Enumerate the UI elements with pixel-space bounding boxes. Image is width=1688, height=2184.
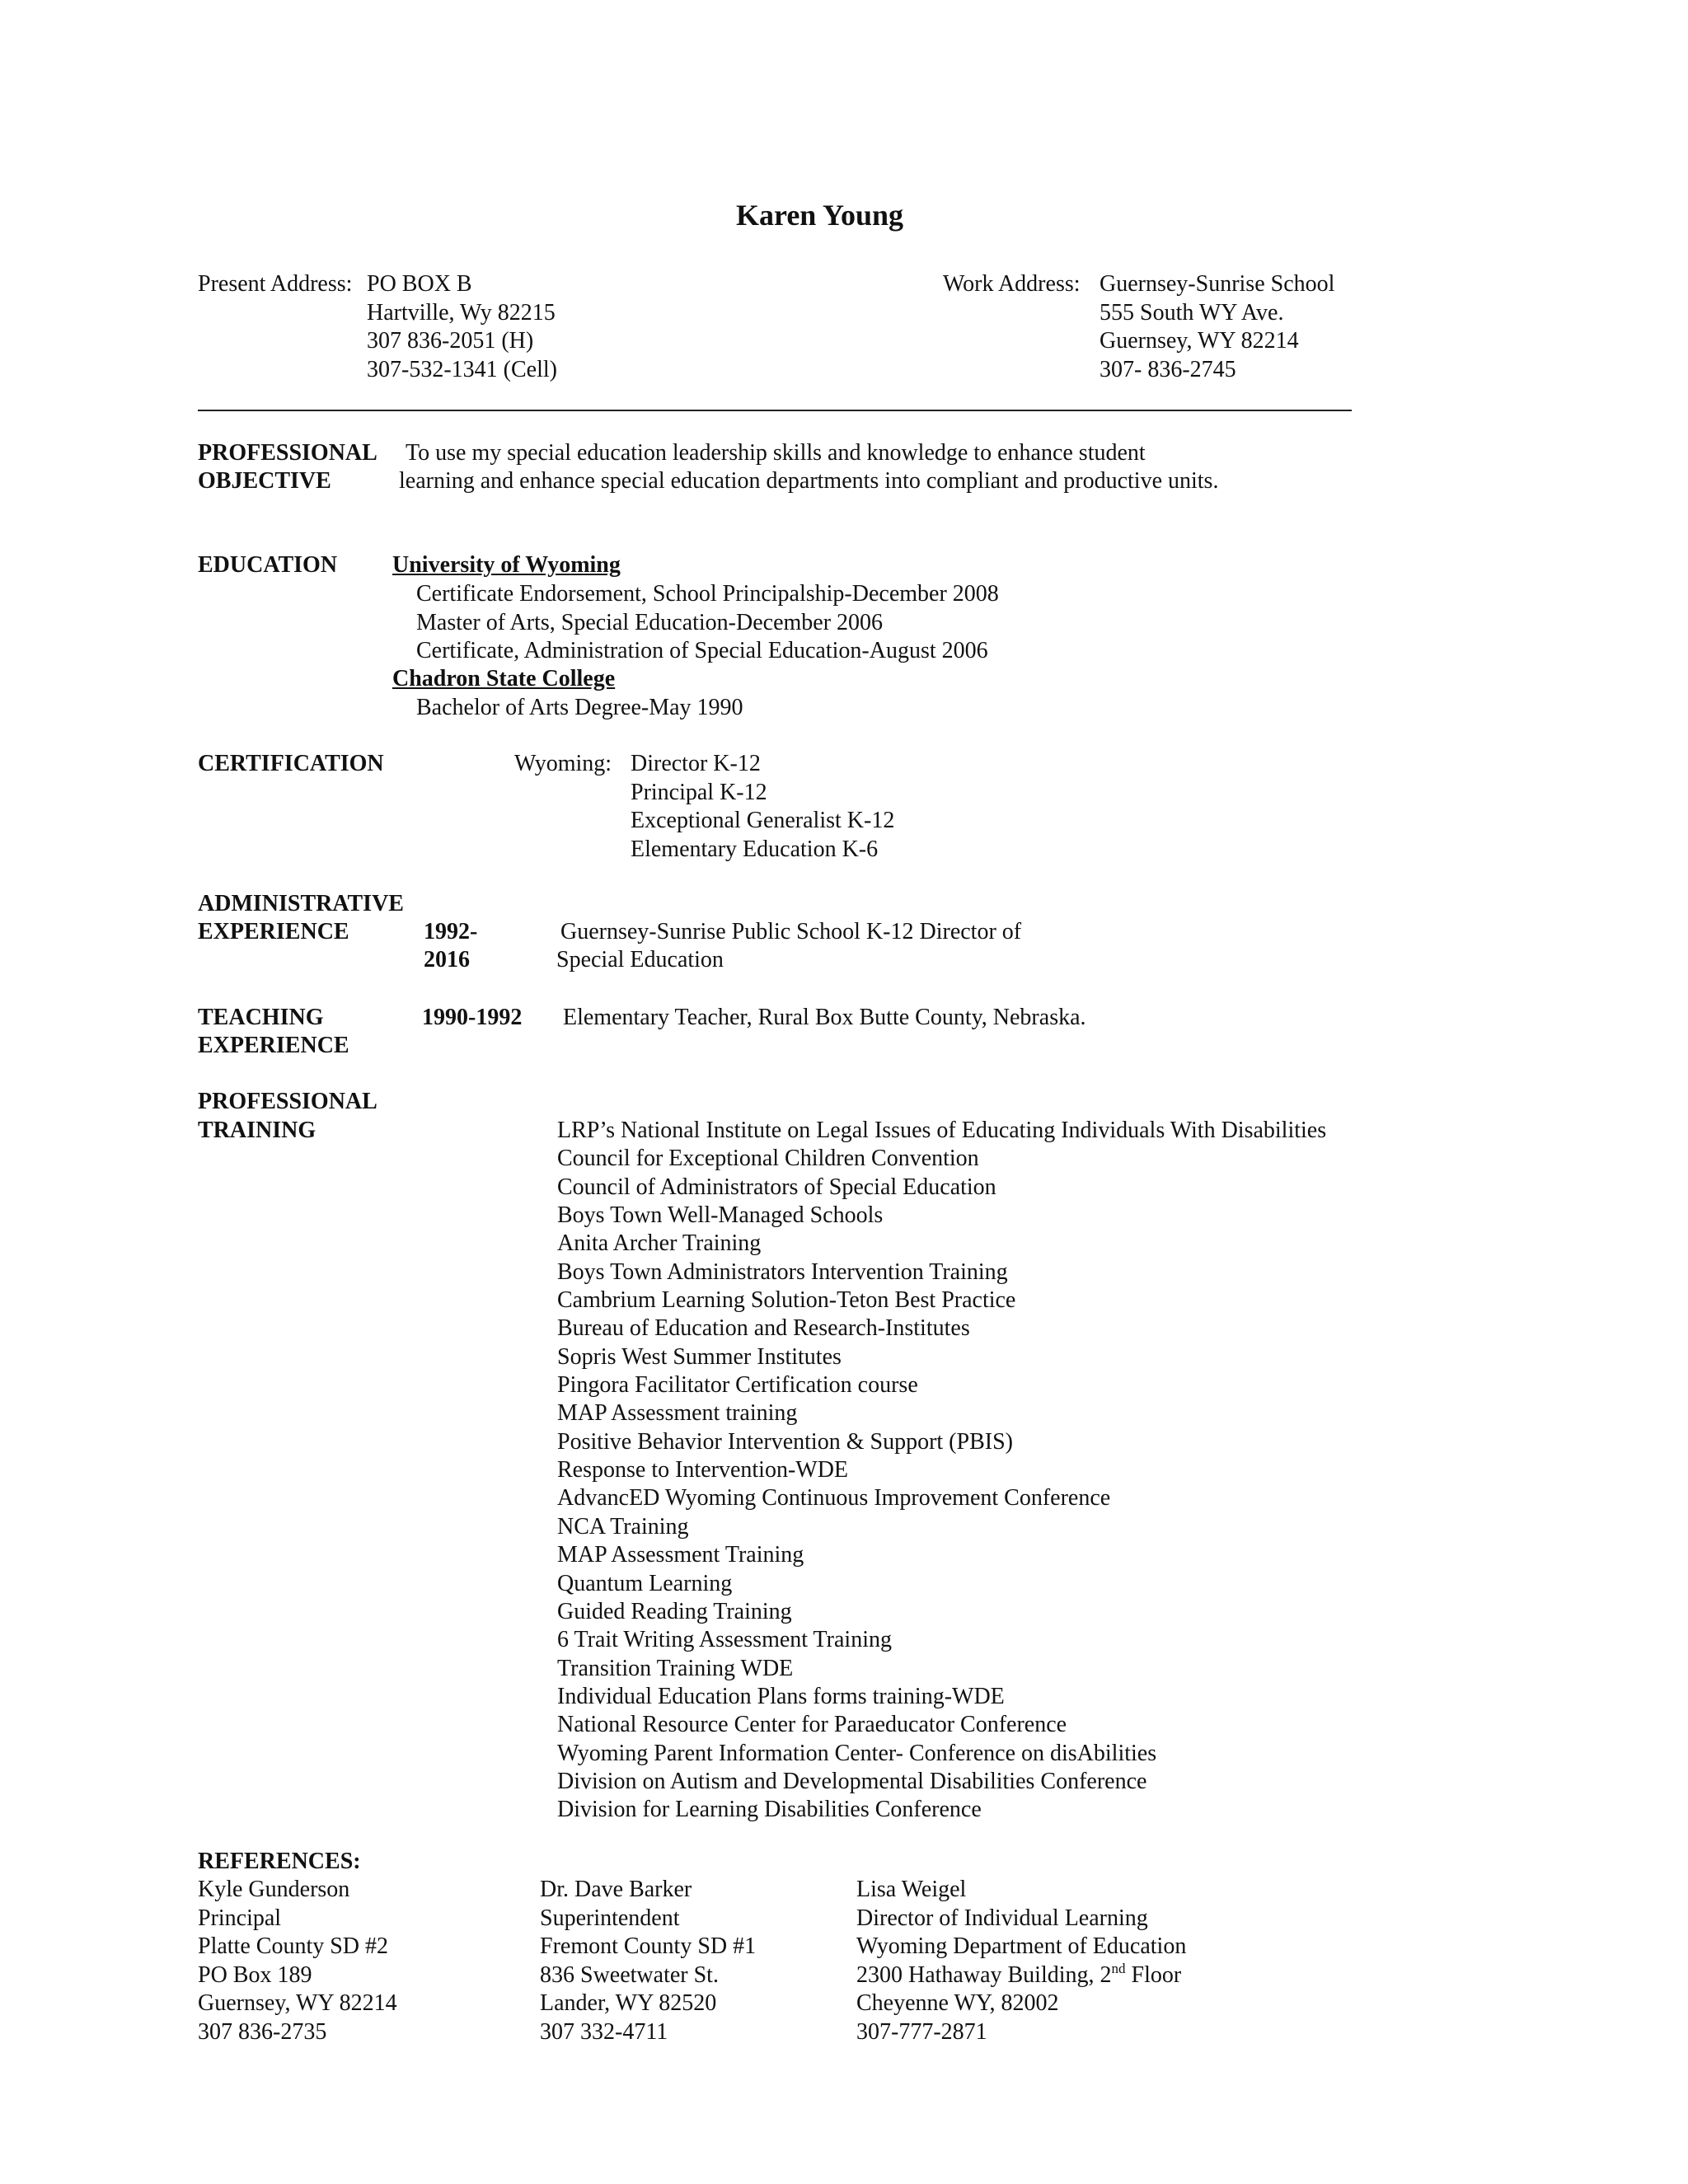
present-address-line: Hartville, Wy 82215 bbox=[367, 299, 556, 326]
degree-line: Certificate, Administration of Special Education-August 2006 bbox=[416, 638, 988, 664]
training-item: 6 Trait Writing Assessment Training bbox=[557, 1627, 892, 1653]
reference-line: Dr. Dave Barker bbox=[540, 1877, 692, 1902]
training-item: AdvancED Wyoming Continuous Improvement Conference bbox=[557, 1485, 1111, 1511]
training-item: Boys Town Well-Managed Schools bbox=[557, 1202, 884, 1229]
training-item: Pingora Facilitator Certification course bbox=[557, 1372, 918, 1399]
training-item: Anita Archer Training bbox=[557, 1230, 762, 1257]
reference-line: 836 Sweetwater St. bbox=[540, 1961, 719, 1988]
training-item: Positive Behavior Intervention & Support (PBIS) bbox=[557, 1428, 1013, 1455]
training-item: National Resource Center for Paraeducator Conference bbox=[557, 1712, 1067, 1738]
present-address-label: Present Address: bbox=[198, 271, 353, 297]
admin-experience-desc: Guernsey-Sunrise Public School K-12 Director of bbox=[560, 919, 1022, 944]
certification-list bbox=[631, 752, 894, 867]
admin-experience-heading: ADMINISTRATIVE bbox=[198, 891, 404, 916]
certification-item: Exceptional Generalist K-12 bbox=[631, 808, 895, 834]
degree-line: Master of Arts, Special Education-December 2006 bbox=[416, 609, 884, 635]
training-item: Cambrium Learning Solution-Teton Best Practice bbox=[557, 1287, 1016, 1314]
training-item: Division on Autism and Developmental Disabilities Conference bbox=[557, 1768, 1147, 1794]
training-item: Division for Learning Disabilities Conference bbox=[557, 1797, 982, 1823]
reference-line: Platte County SD #2 bbox=[198, 1933, 389, 1960]
training-item: Guided Reading Training bbox=[557, 1598, 792, 1624]
reference-3 bbox=[856, 1878, 1186, 2050]
training-item: MAP Assessment training bbox=[557, 1400, 798, 1427]
school-name: University of Wyoming bbox=[392, 552, 621, 578]
present-address-line: 307 836-2051 (H) bbox=[367, 328, 534, 354]
reference-line: Wyoming Department of Education bbox=[856, 1933, 1187, 1960]
admin-experience-years: 2016 bbox=[424, 947, 470, 972]
reference-1 bbox=[198, 1878, 397, 2050]
reference-line: 307 836-2735 bbox=[198, 2018, 327, 2045]
present-address bbox=[367, 273, 557, 387]
present-address-line: 307-532-1341 (Cell) bbox=[367, 357, 557, 383]
training-item: Individual Education Plans forms training-WDE bbox=[557, 1683, 1005, 1709]
reference-address-line bbox=[856, 1960, 1186, 1993]
reference-2 bbox=[540, 1878, 756, 2050]
work-address-line: 307- 836-2745 bbox=[1100, 357, 1236, 383]
training-item: LRP’s National Institute on Legal Issues of Educating Individuals With Disabilities bbox=[557, 1118, 1327, 1143]
teaching-experience-years: 1990-1992 bbox=[422, 1005, 523, 1030]
training-heading: TRAINING bbox=[198, 1118, 316, 1143]
reference-line: Fremont County SD #1 bbox=[540, 1933, 757, 1960]
reference-line: Guernsey, WY 82214 bbox=[198, 1990, 397, 2017]
objective-heading: PROFESSIONAL bbox=[198, 440, 377, 466]
objective-heading: OBJECTIVE bbox=[198, 468, 331, 494]
certification-heading: CERTIFICATION bbox=[198, 751, 384, 776]
reference-address-text: Floor bbox=[1125, 1961, 1182, 1988]
training-item: Council of Administrators of Special Education bbox=[557, 1174, 996, 1200]
resume-name: Karen Young bbox=[736, 199, 904, 232]
work-address-label: Work Address: bbox=[943, 271, 1081, 297]
training-item: Quantum Learning bbox=[557, 1570, 733, 1596]
training-item: Response to Intervention-WDE bbox=[557, 1457, 849, 1483]
reference-line: Lander, WY 82520 bbox=[540, 1990, 717, 2017]
training-item: NCA Training bbox=[557, 1513, 689, 1540]
admin-experience-years: 1992- bbox=[424, 919, 478, 944]
training-item: Bureau of Education and Research-Institutes bbox=[557, 1315, 970, 1342]
school-name: Chadron State College bbox=[392, 666, 616, 691]
training-heading: PROFESSIONAL bbox=[198, 1089, 377, 1114]
admin-experience-desc: Special Education bbox=[556, 947, 724, 972]
reference-line: Cheyenne WY, 82002 bbox=[856, 1990, 1059, 2017]
reference-line: Superintendent bbox=[540, 1905, 680, 1931]
school-degrees bbox=[416, 583, 999, 668]
reference-line: Director of Individual Learning bbox=[856, 1905, 1148, 1931]
certification-state: Wyoming: bbox=[514, 751, 612, 776]
work-address-line: Guernsey-Sunrise School bbox=[1100, 271, 1335, 297]
certification-item: Principal K-12 bbox=[631, 779, 767, 805]
teaching-experience-heading: EXPERIENCE bbox=[198, 1033, 349, 1058]
reference-line: Lisa Weigel bbox=[856, 1877, 967, 1902]
objective-text: learning and enhance special education departments into compliant and productive units. bbox=[399, 468, 1219, 494]
degree-line: Bachelor of Arts Degree-May 1990 bbox=[416, 695, 743, 720]
admin-experience-heading: EXPERIENCE bbox=[198, 919, 349, 944]
teaching-experience-heading: TEACHING bbox=[198, 1005, 324, 1030]
training-item: Sopris West Summer Institutes bbox=[557, 1343, 842, 1370]
training-list bbox=[557, 1119, 1326, 1827]
reference-line: Principal bbox=[198, 1905, 282, 1931]
work-address bbox=[1100, 273, 1334, 387]
training-item: Transition Training WDE bbox=[557, 1655, 794, 1681]
reference-address-text: 2300 Hathaway Building, 2 bbox=[856, 1961, 1112, 1988]
degree-line: Certificate Endorsement, School Principalship-December 2008 bbox=[416, 581, 999, 607]
certification-item: Elementary Education K-6 bbox=[631, 837, 879, 863]
education-heading: EDUCATION bbox=[198, 552, 338, 578]
header-divider bbox=[198, 410, 1352, 411]
references-heading: REFERENCES: bbox=[198, 1849, 361, 1874]
work-address-line: Guernsey, WY 82214 bbox=[1100, 328, 1299, 354]
work-address-line: 555 South WY Ave. bbox=[1100, 299, 1284, 326]
reference-line: PO Box 189 bbox=[198, 1961, 312, 1988]
training-item: Council for Exceptional Children Convention bbox=[557, 1146, 979, 1172]
reference-line: 307-777-2871 bbox=[856, 2018, 987, 2045]
reference-line: Kyle Gunderson bbox=[198, 1877, 350, 1902]
certification-item: Director K-12 bbox=[631, 751, 761, 776]
objective-text: To use my special education leadership skills and knowledge to enhance student bbox=[406, 440, 1146, 466]
training-item: Wyoming Parent Information Center- Conference on disAbilities bbox=[557, 1740, 1157, 1766]
reference-address-superscript: nd bbox=[1111, 1960, 1126, 1976]
training-item: MAP Assessment Training bbox=[557, 1542, 804, 1568]
teaching-experience-desc: Elementary Teacher, Rural Box Butte County, Nebraska. bbox=[563, 1005, 1086, 1030]
present-address-line: PO BOX B bbox=[367, 271, 472, 297]
training-item: Boys Town Administrators Intervention Training bbox=[557, 1258, 1008, 1285]
reference-line: 307 332-4711 bbox=[540, 2018, 668, 2045]
